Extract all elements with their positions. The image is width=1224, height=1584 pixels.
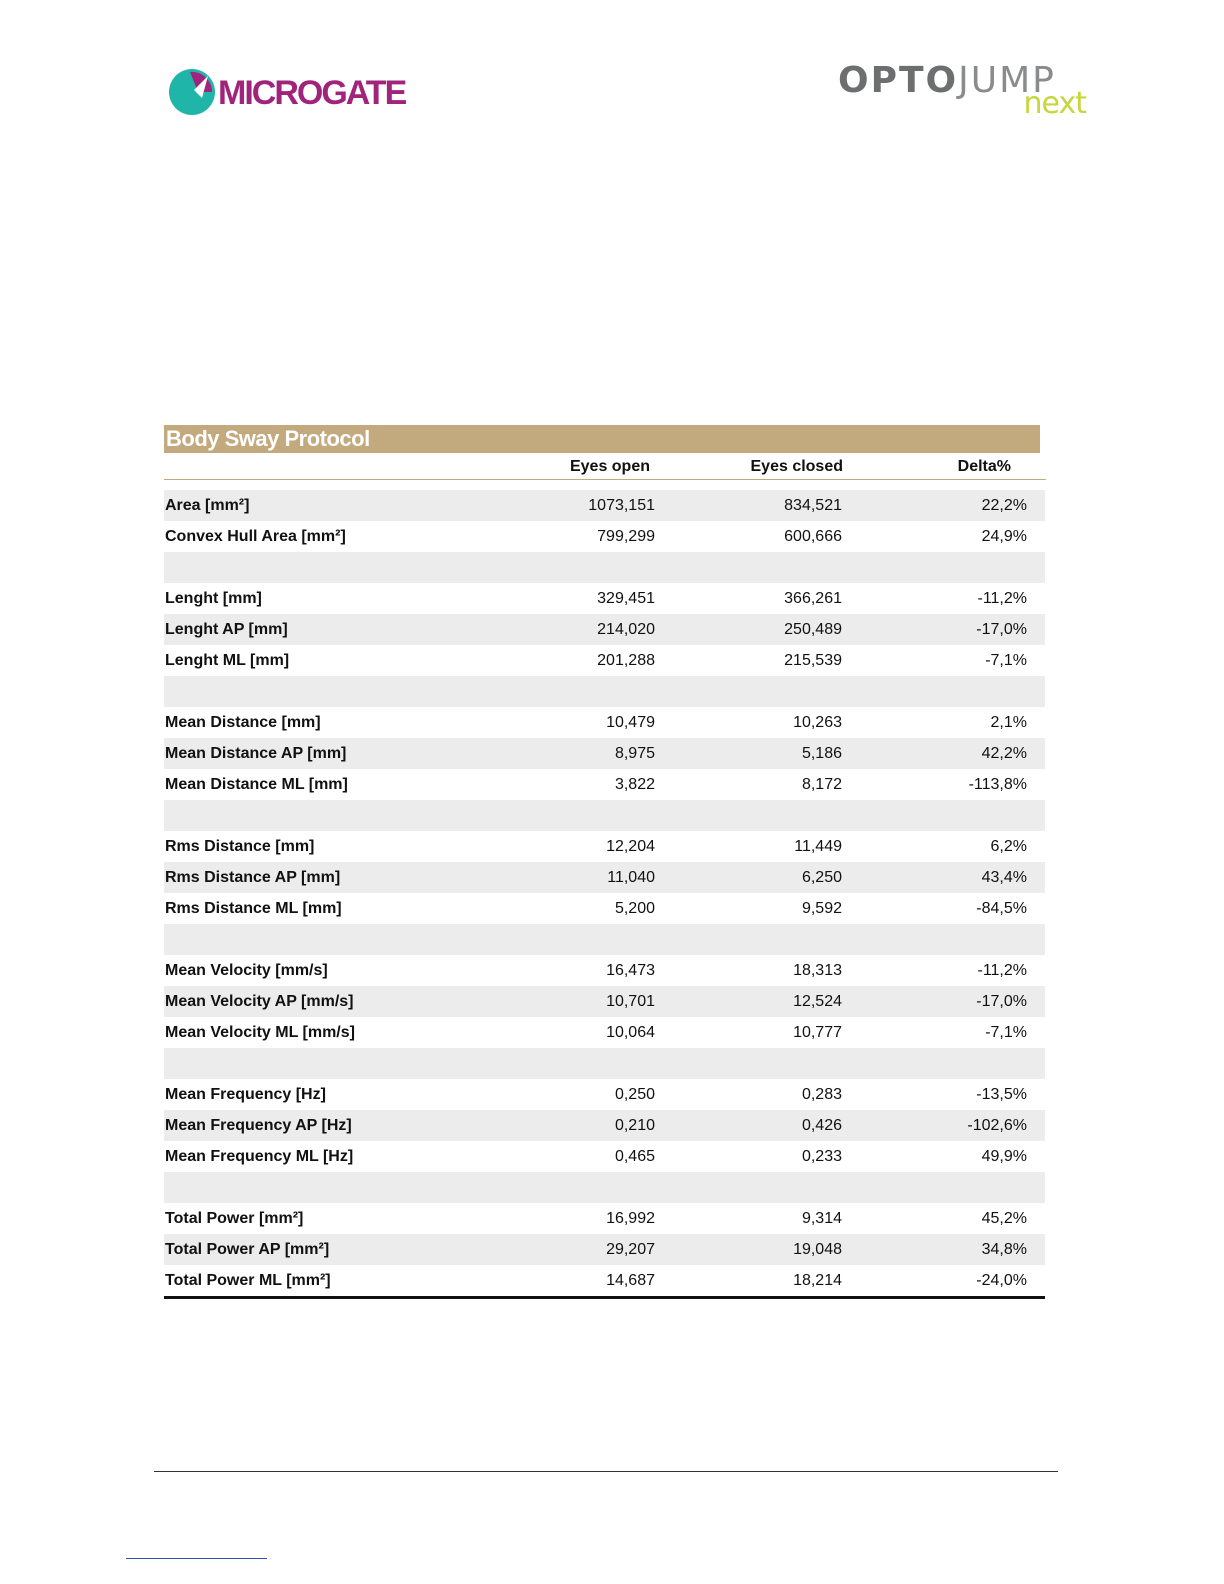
table-row	[164, 1234, 1045, 1265]
row-label: Lenght AP [mm]	[165, 621, 288, 638]
table-row	[164, 707, 1045, 738]
delta-value: 49,9%	[981, 1148, 1027, 1165]
eyes-open-value: 8,975	[614, 745, 655, 762]
delta-value: -11,2%	[977, 962, 1027, 979]
row-label: Rms Distance [mm]	[165, 838, 315, 855]
table-row	[164, 769, 1045, 800]
eyes-closed-value: 10,263	[793, 714, 842, 731]
eyes-closed-value: 366,261	[784, 590, 842, 607]
eyes-closed-value: 215,539	[784, 652, 842, 669]
eyes-open-value: 0,465	[614, 1148, 655, 1165]
delta-value: 6,2%	[990, 838, 1027, 855]
eyes-open-value: 16,473	[606, 962, 655, 979]
delta-value: -102,6%	[967, 1117, 1027, 1134]
footer-link-underline[interactable]	[126, 1558, 267, 1559]
table-row	[164, 552, 1045, 583]
optojump-wordmark: OPTOJUMP	[838, 60, 1056, 101]
table-row	[164, 924, 1045, 955]
delta-value: -84,5%	[976, 900, 1027, 917]
delta-value: 45,2%	[981, 1210, 1027, 1227]
row-label: Mean Distance ML [mm]	[165, 776, 348, 793]
eyes-closed-value: 18,214	[793, 1272, 842, 1289]
table-body	[164, 490, 1045, 1299]
eyes-closed-value: 834,521	[784, 497, 842, 514]
row-label: Mean Velocity AP [mm/s]	[165, 993, 354, 1010]
eyes-open-value: 5,200	[614, 900, 655, 917]
table-row	[164, 1079, 1045, 1110]
table-row	[164, 676, 1045, 707]
table-row	[164, 955, 1045, 986]
eyes-open-value: 10,064	[606, 1024, 655, 1041]
delta-value: -11,2%	[977, 590, 1027, 607]
table-row	[164, 1141, 1045, 1172]
row-label: Mean Distance [mm]	[165, 714, 321, 731]
table-row	[164, 1110, 1045, 1141]
col-header-delta: Delta%	[957, 458, 1011, 475]
eyes-closed-value: 9,592	[801, 900, 842, 917]
table-row	[164, 490, 1045, 521]
row-label: Mean Frequency AP [Hz]	[165, 1117, 352, 1134]
row-label: Total Power ML [mm²]	[165, 1272, 331, 1289]
row-label: Total Power AP [mm²]	[165, 1241, 330, 1258]
delta-value: -13,5%	[976, 1086, 1027, 1103]
delta-value: -7,1%	[985, 652, 1027, 669]
eyes-open-value: 10,479	[606, 714, 655, 731]
eyes-closed-value: 12,524	[793, 993, 842, 1010]
eyes-open-value: 11,040	[607, 869, 655, 886]
table-row	[164, 1172, 1045, 1203]
table-row	[164, 521, 1045, 552]
row-label: Total Power [mm²]	[165, 1210, 304, 1227]
eyes-open-value: 214,020	[597, 621, 655, 638]
delta-value: -17,0%	[976, 621, 1027, 638]
eyes-closed-value: 11,449	[794, 838, 842, 855]
footer-divider	[154, 1471, 1058, 1472]
delta-value: 34,8%	[981, 1241, 1027, 1258]
eyes-open-value: 1073,151	[588, 497, 655, 514]
eyes-open-value: 12,204	[606, 838, 655, 855]
row-label: Mean Frequency ML [Hz]	[165, 1148, 354, 1165]
eyes-closed-value: 600,666	[784, 528, 842, 545]
table-row	[164, 1203, 1045, 1234]
eyes-open-value: 0,210	[614, 1117, 655, 1134]
eyes-closed-value: 0,283	[801, 1086, 842, 1103]
delta-value: -17,0%	[976, 993, 1027, 1010]
eyes-closed-value: 8,172	[801, 776, 842, 793]
table-row	[164, 614, 1045, 645]
row-label: Area [mm²]	[165, 497, 250, 514]
eyes-closed-value: 250,489	[784, 621, 842, 638]
eyes-open-value: 14,687	[606, 1272, 655, 1289]
table-row	[164, 986, 1045, 1017]
row-label: Mean Frequency [Hz]	[165, 1086, 326, 1103]
eyes-closed-value: 19,048	[793, 1241, 842, 1258]
eyes-closed-value: 18,313	[793, 962, 842, 979]
delta-value: 24,9%	[981, 528, 1027, 545]
row-label: Convex Hull Area [mm²]	[165, 528, 346, 545]
delta-value: -24,0%	[976, 1272, 1027, 1289]
microgate-logo	[168, 66, 406, 118]
col-header-eyes-closed: Eyes closed	[750, 458, 843, 475]
delta-value: 22,2%	[981, 497, 1027, 514]
eyes-open-value: 329,451	[597, 590, 655, 607]
eyes-closed-value: 0,426	[801, 1117, 842, 1134]
table-row	[164, 1265, 1045, 1296]
delta-value: -113,8%	[968, 776, 1027, 793]
optojump-logo	[838, 60, 1088, 120]
table-title: Body Sway Protocol	[164, 425, 1040, 453]
eyes-closed-value: 10,777	[793, 1024, 842, 1041]
eyes-open-value: 16,992	[606, 1210, 655, 1227]
delta-value: 43,4%	[981, 869, 1027, 886]
table-row	[164, 831, 1045, 862]
table-row	[164, 893, 1045, 924]
eyes-open-value: 799,299	[597, 528, 655, 545]
col-header-eyes-open: Eyes open	[569, 458, 650, 475]
row-label: Rms Distance ML [mm]	[165, 900, 342, 917]
delta-value: 42,2%	[981, 745, 1027, 762]
next-wordmark: next	[1023, 86, 1086, 121]
table-row	[164, 645, 1045, 676]
table-row	[164, 1017, 1045, 1048]
table-row	[164, 1048, 1045, 1079]
eyes-closed-value: 6,250	[801, 869, 842, 886]
table-row	[164, 800, 1045, 831]
eyes-open-value: 201,288	[597, 652, 655, 669]
eyes-open-value: 0,250	[614, 1086, 655, 1103]
row-label: Lenght [mm]	[165, 590, 262, 607]
microgate-mark-icon	[168, 68, 216, 116]
delta-value: 2,1%	[990, 714, 1027, 731]
table-header	[164, 453, 1046, 480]
eyes-open-value: 29,207	[606, 1241, 655, 1258]
body-sway-table	[164, 425, 1046, 1299]
row-label: Mean Distance AP [mm]	[165, 745, 347, 762]
table-row	[164, 583, 1045, 614]
delta-value: -7,1%	[985, 1024, 1027, 1041]
table-row	[164, 862, 1045, 893]
row-label: Mean Velocity [mm/s]	[165, 962, 328, 979]
row-label: Lenght ML [mm]	[165, 652, 290, 669]
eyes-open-value: 10,701	[606, 993, 655, 1010]
table-row	[164, 738, 1045, 769]
eyes-closed-value: 9,314	[801, 1210, 842, 1227]
eyes-closed-value: 0,233	[801, 1148, 842, 1165]
eyes-closed-value: 5,186	[801, 745, 842, 762]
row-label: Mean Velocity ML [mm/s]	[165, 1024, 355, 1041]
microgate-wordmark: MICROGATE	[218, 74, 406, 112]
eyes-open-value: 3,822	[614, 776, 655, 793]
row-label: Rms Distance AP [mm]	[165, 869, 341, 886]
